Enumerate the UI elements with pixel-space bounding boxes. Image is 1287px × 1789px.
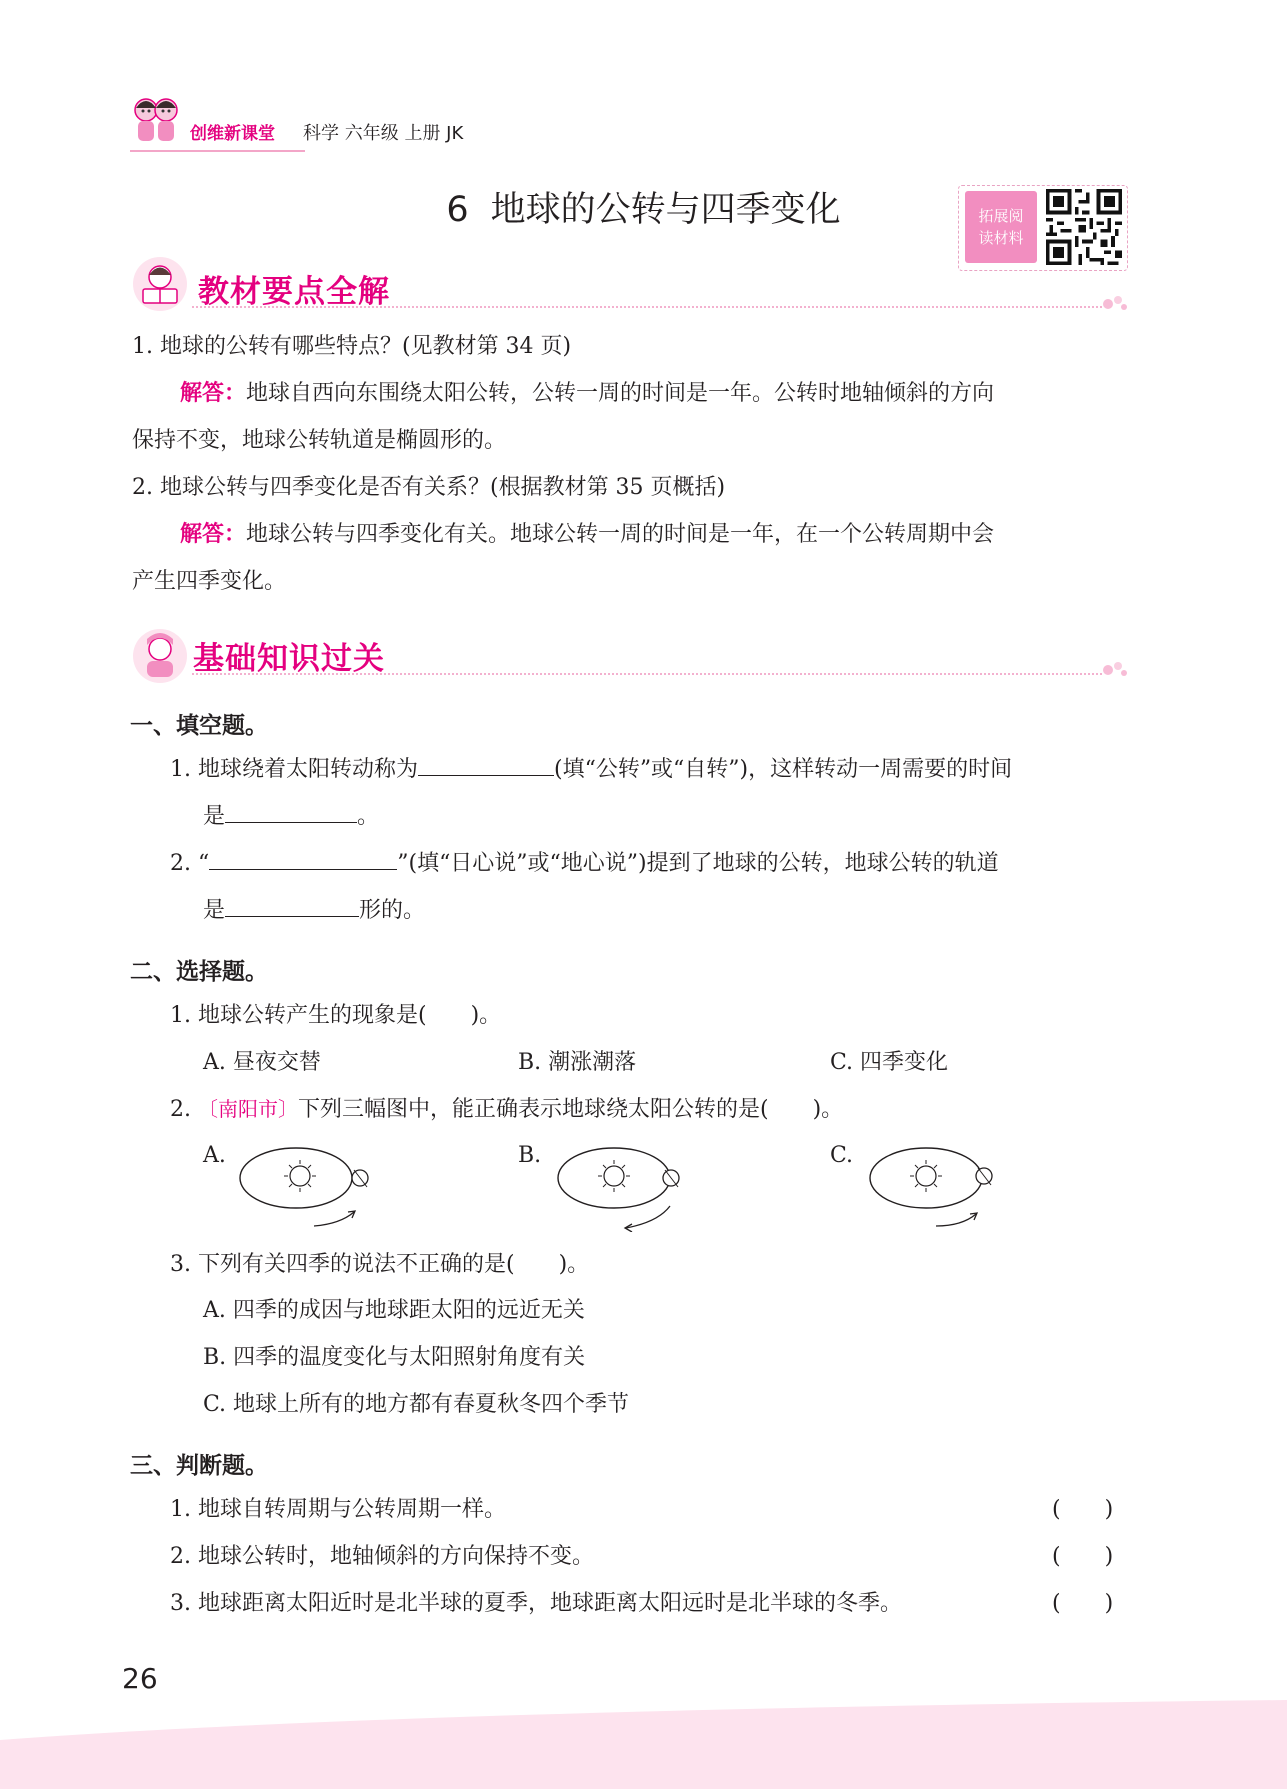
kp-answer-1-line1: 解答：地球自西向东围绕太阳公转，公转一周的时间是一年。公转时地轴倾斜的方向 bbox=[180, 381, 995, 406]
orbit-diagram-a[interactable] bbox=[236, 1140, 376, 1232]
teacher-reading-icon bbox=[131, 255, 189, 313]
answer-blank[interactable] bbox=[225, 892, 359, 917]
choice-question-1: 1. 地球公转产生的现象是( )。 bbox=[170, 1003, 502, 1028]
choice-question-3: 3. 下列有关四季的说法不正确的是( )。 bbox=[170, 1252, 590, 1277]
choice-option-c[interactable]: C. 地球上所有的地方都有春夏秋冬四个季节 bbox=[203, 1392, 630, 1417]
section-divider bbox=[192, 673, 1102, 675]
footer-band bbox=[0, 1700, 1287, 1789]
judge-answer-paren[interactable]: ( ) bbox=[1052, 1591, 1114, 1616]
fill-question-1-cont: 是 。 bbox=[203, 793, 379, 840]
judge-answer-paren[interactable]: ( ) bbox=[1052, 1544, 1114, 1569]
flower-decoration-icon bbox=[1100, 292, 1130, 314]
header-subject: 科学 六年级 上册 JK bbox=[303, 123, 464, 144]
kp-answer-2-line1: 解答：地球公转与四季变化有关。地球公转一周的时间是一年，在一个公转周期中会 bbox=[180, 522, 995, 547]
orbit-diagram-c[interactable] bbox=[862, 1140, 1002, 1232]
answer-blank[interactable] bbox=[418, 751, 554, 776]
part1-heading: 一、填空题。 bbox=[130, 713, 268, 739]
judge-question-2: 2. 地球公转时，地轴倾斜的方向保持不变。 bbox=[170, 1544, 594, 1569]
kp-answer-1-line2: 保持不变，地球公转轨道是椭圆形的。 bbox=[132, 428, 507, 453]
title-text: 地球的公转与四季变化 bbox=[490, 190, 841, 230]
judge-answer-paren[interactable]: ( ) bbox=[1052, 1497, 1114, 1522]
section-title-key-points: 教材要点全解 bbox=[198, 274, 390, 310]
choice-option-a[interactable]: A. 四季的成因与地球距太阳的远近无关 bbox=[203, 1298, 585, 1323]
judge-question-1: 1. 地球自转周期与公转周期一样。 bbox=[170, 1497, 506, 1522]
choice-option-b[interactable]: B. 潮涨潮落 bbox=[518, 1050, 637, 1075]
section-title-basics: 基础知识过关 bbox=[193, 641, 385, 677]
qr-code-icon[interactable] bbox=[1046, 189, 1122, 265]
diagram-label-a[interactable]: A. bbox=[203, 1143, 226, 1168]
title-number: 6 bbox=[446, 190, 469, 230]
mascot-kids-icon bbox=[126, 88, 188, 150]
part3-heading: 三、判断题。 bbox=[130, 1453, 268, 1479]
answer-label: 解答： bbox=[180, 381, 247, 406]
section-divider bbox=[192, 306, 1102, 308]
diagram-label-b[interactable]: B. bbox=[518, 1143, 542, 1168]
answer-blank[interactable] bbox=[209, 845, 397, 870]
choice-option-a[interactable]: A. 昼夜交替 bbox=[203, 1050, 321, 1075]
kp-question-2: 2. 地球公转与四季变化是否有关系？(根据教材第 35 页概括) bbox=[132, 475, 726, 500]
diagram-label-c[interactable]: C. bbox=[830, 1143, 854, 1168]
student-icon bbox=[131, 627, 189, 685]
fill-question-2: 2. “ ”(填“日心说”或“地心说”)提到了地球的公转，地球公转的轨道 bbox=[170, 840, 999, 887]
header-brand: 创维新课堂 bbox=[190, 124, 275, 144]
judge-question-3: 3. 地球距离太阳近时是北半球的夏季，地球距离太阳远时是北半球的冬季。 bbox=[170, 1591, 902, 1616]
fill-question-2-cont: 是 形的。 bbox=[203, 887, 425, 934]
choice-question-2: 2. 〔南阳市〕下列三幅图中，能正确表示地球绕太阳公转的是( )。 bbox=[170, 1097, 844, 1122]
part2-heading: 二、选择题。 bbox=[130, 959, 268, 985]
qr-label[interactable]: 拓展阅读材料 bbox=[965, 191, 1037, 263]
orbit-diagram-b[interactable] bbox=[550, 1140, 690, 1232]
kp-question-1: 1. 地球的公转有哪些特点？(见教材第 34 页) bbox=[132, 334, 572, 359]
answer-label: 解答： bbox=[180, 522, 247, 547]
choice-option-b[interactable]: B. 四季的温度变化与太阳照射角度有关 bbox=[203, 1345, 586, 1370]
flower-decoration-icon bbox=[1100, 658, 1130, 680]
region-tag: 〔南阳市〕 bbox=[197, 1097, 298, 1121]
fill-question-1: 1. 地球绕着太阳转动称为 (填“公转”或“自转”)，这样转动一周需要的时间 bbox=[170, 746, 1012, 793]
header-divider bbox=[130, 150, 305, 152]
page-number: 26 bbox=[122, 1662, 158, 1695]
answer-blank[interactable] bbox=[225, 798, 357, 823]
kp-answer-2-line2: 产生四季变化。 bbox=[132, 569, 287, 594]
choice-option-c[interactable]: C. 四季变化 bbox=[830, 1050, 949, 1075]
